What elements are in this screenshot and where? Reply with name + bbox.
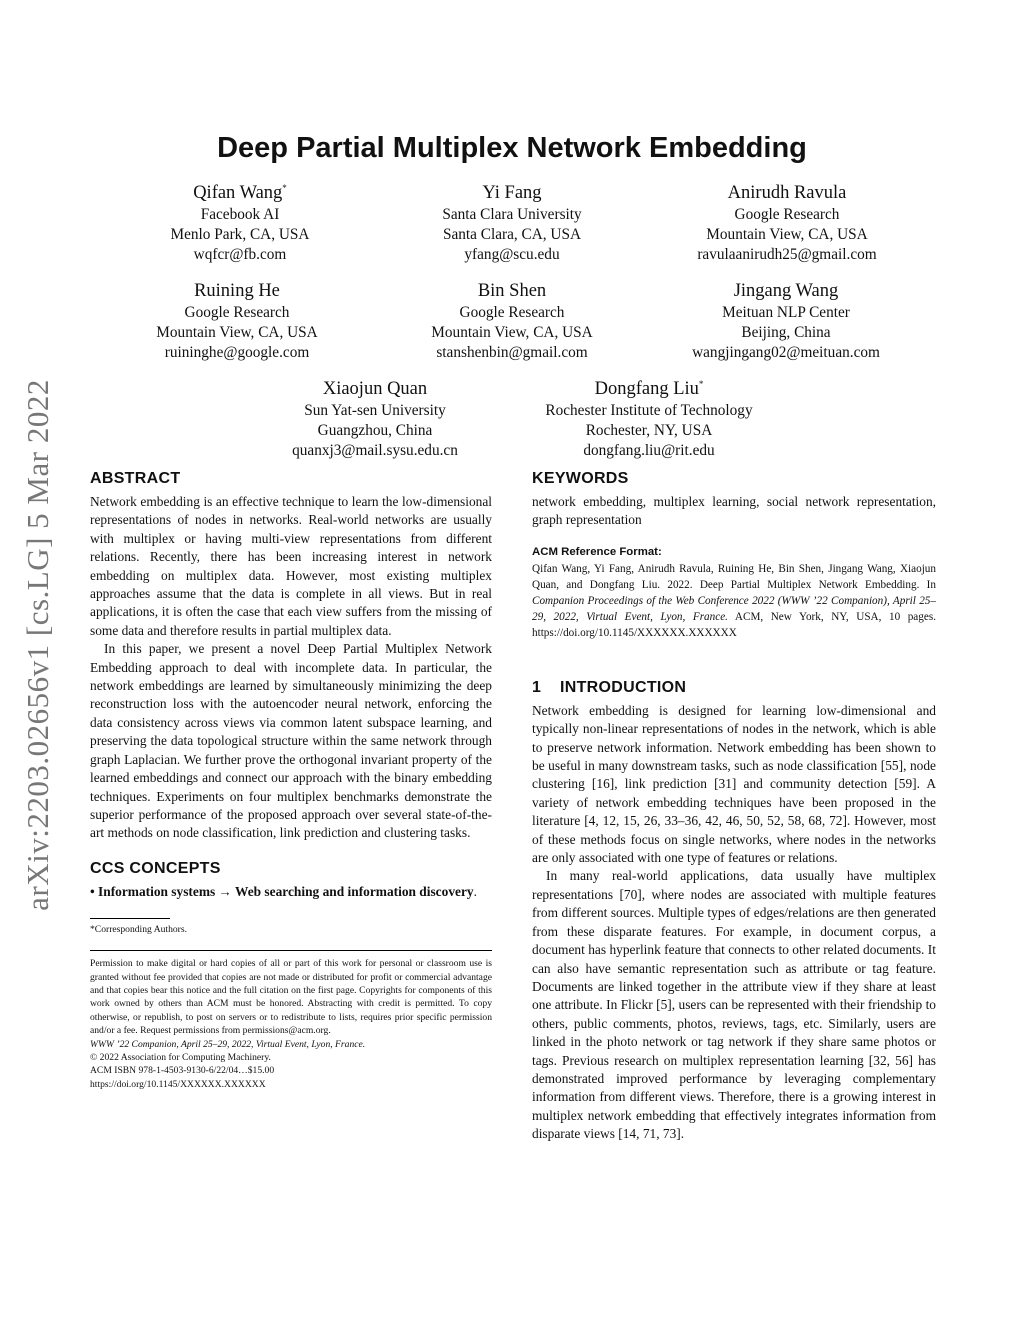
arxiv-stamp [18,355,58,935]
author-block [362,280,662,363]
author-affiliation: Google Research [734,206,840,223]
author-affiliation: Meituan NLP Center [722,304,850,321]
corresponding-mark: * [282,182,287,193]
author-email: yfang@scu.edu [464,246,560,263]
keywords-text: network embedding, multiplex learning, social network representation, graph representation [532,494,936,528]
section-title: INTRODUCTION [560,678,687,696]
author-block [225,378,525,461]
intro-heading [532,679,936,697]
acm-reference [532,546,936,641]
author-location: Mountain View, CA, USA [431,324,593,341]
footnote-text: *Corresponding Authors. [90,924,188,936]
permission-block [90,950,492,1091]
acm-reference-venue: Companion Proceedings of the Web Conference 2022 (WWW ’22 Companion), April 25–29, 2022, Virtual Event, Lyon, France. [532,594,936,623]
left-column [90,470,492,1091]
author-name: Yi Fang [482,183,542,203]
author-name: Jingang Wang [733,281,839,301]
author-name: Qifan Wang [193,183,283,203]
acm-reference-publisher: ACM, New York, NY, USA, 10 pages. https://doi.org/10.1145/XXXXXX.XXXXXX [532,610,936,639]
author-affiliation: Google Research [184,304,290,321]
author-name: Bin Shen [477,281,547,301]
section-number: 1 [532,678,542,696]
copyright-line: © 2022 Association for Computing Machinery. [90,1051,271,1063]
author-location: Mountain View, CA, USA [706,226,868,243]
author-email: ravulaanirudh25@gmail.com [697,246,877,263]
abstract-paragraph: In this paper, we present a novel Deep Partial Multiplex Network Embedding approach to deal with incomplete data. In particular, the network embeddings are learned by simultaneously minimizing the deep reconstruction loss with the autoencoder neural network, enforcing the data consistency across views via common latent subspace learning, and preserving the data topological structure within the same network through graph Laplacian. We further prove the orthogonal invariant property of the learned embeddings and connect our approach with the binary embedding techniques. Experiments on four multiplex benchmarks demonstrate the superior performance of the proposed approach over several state-of-the-art methods on node classification, link prediction and clustering tasks. [90,641,492,841]
ccs-concept [90,883,492,901]
author-affiliation: Rochester Institute of Technology [545,402,753,419]
ccs-heading: CCS CONCEPTS [90,859,221,877]
arxiv-stamp-text: arXiv:2203.02656v1 [cs.LG] 5 Mar 2022 [20,379,55,911]
author-email: wqfcr@fb.com [193,246,287,263]
author-block [362,182,662,265]
keywords-heading: KEYWORDS [532,470,629,487]
acm-reference-authors: Qifan Wang, Yi Fang, Anirudh Ravula, Ruining He, Bin Shen, Jingang Wang, Xiaojun Quan, and Dongfang Liu. 2022. Deep Partial Multiplex Network Embedding. In [532,562,936,591]
acm-reference-heading: ACM Reference Format: [532,545,662,558]
ccs-concept-text: • Information systems → Web searching and information discovery [90,883,474,899]
author-email: wangjingang02@meituan.com [692,344,880,361]
author-affiliation: Google Research [459,304,565,321]
author-affiliation: Sun Yat-sen University [304,402,446,419]
intro-paragraph: Network embedding is designed for learning low-dimensional and typically non-linear representations of nodes in the network, which is able to preserve network information. Network embedding has been shown to be useful in many downstream tasks, such as node classification [55], node clustering [16], link prediction [31] and community detection [59]. A variety of network embedding techniques have been proposed in the literature [4, 12, 15, 26, 33–36, 42, 46, 50, 52, 58, 68, 72]. However, most of these methods focus on single networks, where nodes in the networks are only associated with one type of features or relations. [532,702,936,866]
right-column [532,470,936,1144]
author-affiliation: Santa Clara University [442,206,582,223]
author-location: Guangzhou, China [317,422,433,439]
author-block [636,280,936,363]
author-email: quanxj3@mail.sysu.edu.cn [292,442,458,459]
author-email: stanshenbin@gmail.com [436,344,588,361]
author-location: Rochester, NY, USA [585,422,713,439]
ccs-concept-end: . [473,883,477,899]
author-name: Anirudh Ravula [727,183,847,203]
isbn-line: ACM ISBN 978-1-4503-9130-6/22/04…$15.00 [90,1065,275,1077]
corresponding-mark: * [698,378,704,389]
author-block [637,182,937,265]
intro-paragraph: In many real-world applications, data usually have multiplex representations [70], where nodes are associated with multiple features from different sources. Multiple types of edges/relations are then generated from these disparate features. For example, in document corpus, a document has hyperlink feature that connects to other related documents. It can also have semantic representation such as attribute or tag feature. Documents are linked together in the attribute view if they share at least one attribute. In Flickr [5], users can be represented with their friendship to others, public comments, photos, reviews, tags, etc. Similarly, users are linked in the photo network or tag network if they share same photos or tags. Previous research on multiplex representation learning [32, 56] has demonstrated improved performance by leveraging complementary information from different views. Therefore, there is a growing interest in multiplex network embedding that effectively integrates information from disparate views [14, 71, 73]. [532,868,936,1142]
paper-title: Deep Partial Multiplex Network Embedding [217,132,807,164]
author-block [87,280,387,363]
author-email: ruininghe@google.com [164,344,310,361]
acm-reference-text [532,561,936,641]
author-name: Ruining He [194,281,280,301]
permission-rule [90,950,492,951]
author-location: Mountain View, CA, USA [156,324,318,341]
author-name: Dongfang Liu [594,379,699,399]
footnote-rule [90,918,170,919]
author-name: Xiaojun Quan [322,379,428,399]
doi-link[interactable]: https://doi.org/10.1145/XXXXXX.XXXXXX [90,1078,266,1090]
author-affiliation: Facebook AI [200,206,280,223]
author-location: Santa Clara, CA, USA [442,226,582,243]
author-location: Beijing, China [741,324,831,341]
abstract-heading: ABSTRACT [90,470,181,487]
author-email: dongfang.liu@rit.edu [583,442,715,459]
author-block [499,378,799,461]
conference-venue: WWW ’22 Companion, April 25–29, 2022, Virtual Event, Lyon, France. [90,1038,366,1050]
abstract-paragraph: Network embedding is an effective technique to learn the low-dimensional representations of nodes in networks. Real-world networks are usually with multiplex or having multi-view representations from different relations. Recently, there has been increasing interest in network embedding on multiplex data. However, most existing multiplex approaches assume that the data is complete in all views. But in real applications, it is often the case that each view suffers from the missing of some data and therefore results in partial multiplex data. [90,494,492,638]
author-block [90,182,390,265]
permission-text: Permission to make digital or hard copies of all or part of this work for personal or classroom use is granted without fee provided that copies are not made or distributed for profit or commercial advantage and that copies bear this notice and the full citation on the first page. Copyrights for components of this work owned by others than ACM must be honored. Abstracting with credit is permitted. To copy otherwise, or republish, to post on servers or to redistribute to lists, requires prior specific permission and/or a fee. Request permissions from permissions@acm.org. [90,958,492,1037]
footnote-area [90,918,492,936]
author-location: Menlo Park, CA, USA [170,226,310,243]
